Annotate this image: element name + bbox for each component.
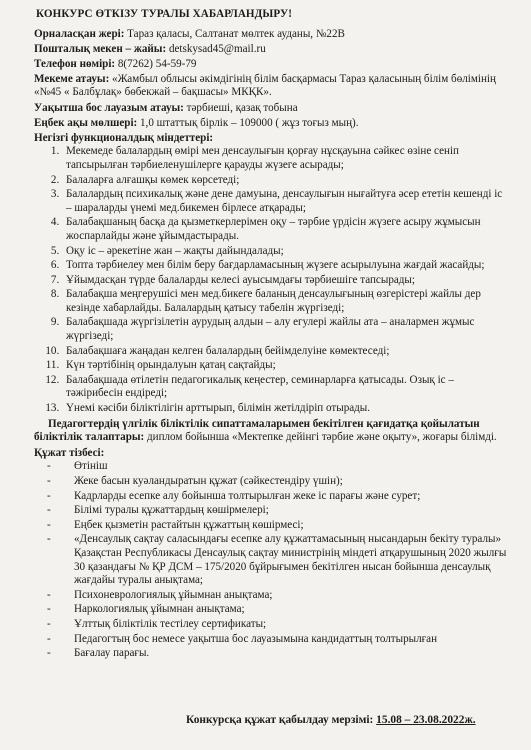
duty-item: 9. Балабақшада жүргізілетін аурудың алдын – алу егулері жайлы ата – аналармен жұмыс жүргізеді; (62, 316, 509, 343)
duty-item: 12. Балабақшада өтілетін педагогикалық кеңестер, семинарларға қатысады. Озық іс – тәжірибесін ендіреді; (62, 374, 509, 401)
duties-list (34, 145, 509, 415)
institution-value: «Жамбыл облысы әкімдігінің білім басқармасы Тараз қаласының білім бөлімінің «№45 « Балбұлақ» бөбекжай – бақшасы» МКҚК». (34, 72, 496, 99)
email-label: Пошталық мекен – жайы: (34, 42, 167, 55)
requirements-value: диплом бойынша «Мектепке дейінгі тәрбие және оқыту», жоғары білімді. (144, 431, 497, 444)
docs-list (34, 460, 509, 660)
doc-item: - Психоневрологиялық ұйымнан анықтама; (64, 589, 509, 603)
salary-row (34, 117, 509, 131)
duty-item: 1. Мекемеде балалардың өмірі мен денсаулығын қорғау нұсқауына сәйкес өзіне сеніп тапсырылған тәрбиеленушілерге қарауды жүзеге асырады; (62, 145, 509, 172)
duty-item: 13. Үнемі кәсіби біліктілігін арттырып, білімін жетілдіріп отырады. (62, 402, 509, 416)
duty-item: 5. Оқу іс – әрекетіне жан – жақты дайындалады; (62, 245, 509, 259)
requirements-row (34, 418, 509, 445)
doc-item: - Бағалау парағы. (64, 647, 509, 661)
duty-item: 11. Күн тәртібінің орындалуын қатаң сақтайды; (62, 359, 509, 373)
doc-item: - Еңбек қызметін растайтын құжаттың көшірмесі; (64, 519, 509, 533)
duty-item: 6. Топта тәрбиелеу мен білім беру бағдарламасының жүзеге асырылуына жағдай жасайды; (62, 259, 509, 273)
phone-value: 8(7262) 54-59-79 (115, 57, 197, 70)
salary-label: Еңбек ақы мөлшері: (34, 116, 138, 129)
email-row (34, 43, 509, 57)
duty-item: 2. Балаларға алғашқы көмек көрсетеді; (62, 174, 509, 188)
duty-item: 10. Балабақшаға жаңадан келген балалардың бейімделуіне көмектеседі; (62, 345, 509, 359)
salary-value: 1,0 штаттық бірлік – 109000 ( жұз тоғыз мың). (137, 116, 359, 129)
doc-item: - «Денсаулық сақтау саласындағы есепке алу құжаттамасының нысандарын бекіту туралы» Қазақстан Республикасы Денсаулық сақтау министрінің міндеті атқарушының 2020 жылғы 30 қазандағы № ҚР ДСМ – 175/2020 бұйрығымен бекітілген нысан бойынша денсаулық жағдайы туралы анықтама; (64, 533, 509, 587)
email-value: detskysad45@mail.ru (166, 42, 266, 55)
address-value: Тараз қаласы, Салтанат мөлтек ауданы, №22В (124, 27, 345, 40)
doc-item: - Жеке басын куәландыратын құжат (сәйкестендіру үшін); (64, 475, 509, 489)
duties-title: Негізгі функционалдық міндеттері: (34, 131, 214, 144)
page-title: КОНКУРС ӨТКІЗУ ТУРАЛЫ ХАБАРЛАНДЫРУ! (36, 8, 293, 20)
doc-item: - Наркологиялық ұйымнан анықтама; (64, 603, 509, 617)
deadline-label: Конкурсқа құжат қабылдау мерзімі: (186, 714, 377, 726)
institution-row (34, 73, 509, 100)
duty-item: 4. Балабақшаның басқа да қызметкерлерімен оқу – тәрбие үрдісін жүзеге асыру жұмысын жоспарлайды және ұйымдастырады. (62, 216, 509, 243)
institution-label: Мекеме атауы: (34, 72, 110, 85)
doc-item: - Білімі туралы құжаттардың көшірмелері; (64, 504, 509, 518)
vacancy-value: тәрбиеші, қазақ тобына (183, 101, 298, 114)
deadline-line (186, 714, 476, 728)
vacancy-row (34, 102, 509, 116)
doc-item: - Өтініш (64, 460, 509, 474)
duty-item: 3. Балалардың психикалық және дене дамуына, денсаулығын нығайтуға әсер ететін кешенді іс – шараларды үнемі мед.бикемен бірлесе атқарады; (62, 188, 509, 215)
doc-item: - Педагогтың бос немесе уақытша бос лауазымына кандидаттың толтырылған (64, 633, 509, 647)
duty-item: 8. Балабақша меңгерушісі мен мед.бикеге баланың денсаулығының өзгерістері жайлы дер кезінде хабарлайды. Балалардың қатысу табелін жүргізеді; (62, 288, 509, 315)
requirements-label: Педагогтердің үлгілік біліктілік сипаттамаларымен бекітілген қағидатқа қойылатын біліктілік талаптары: (34, 417, 480, 444)
phone-label: Телефон нөмірі: (34, 57, 116, 70)
address-label: Орналасқан жері: (34, 27, 125, 40)
docs-title: Құжат тізбесі: (34, 446, 105, 459)
deadline-date: 15.08 – 23.08.2022ж. (376, 714, 476, 726)
doc-item: - Кадрларды есепке алу бойынша толтырылған жеке іс парағы және сурет; (64, 490, 509, 504)
doc-item: - Ұлттық біліктілік тестілеу сертификаты; (64, 618, 509, 632)
address-row (34, 28, 509, 42)
vacancy-label: Уақытша бос лауазым атауы: (34, 101, 184, 114)
phone-row (34, 58, 509, 72)
duty-item: 7. Ұйымдасқан түрде балаларды келесі ауысымдағы тәрбиешіге тапсырады; (62, 274, 509, 288)
